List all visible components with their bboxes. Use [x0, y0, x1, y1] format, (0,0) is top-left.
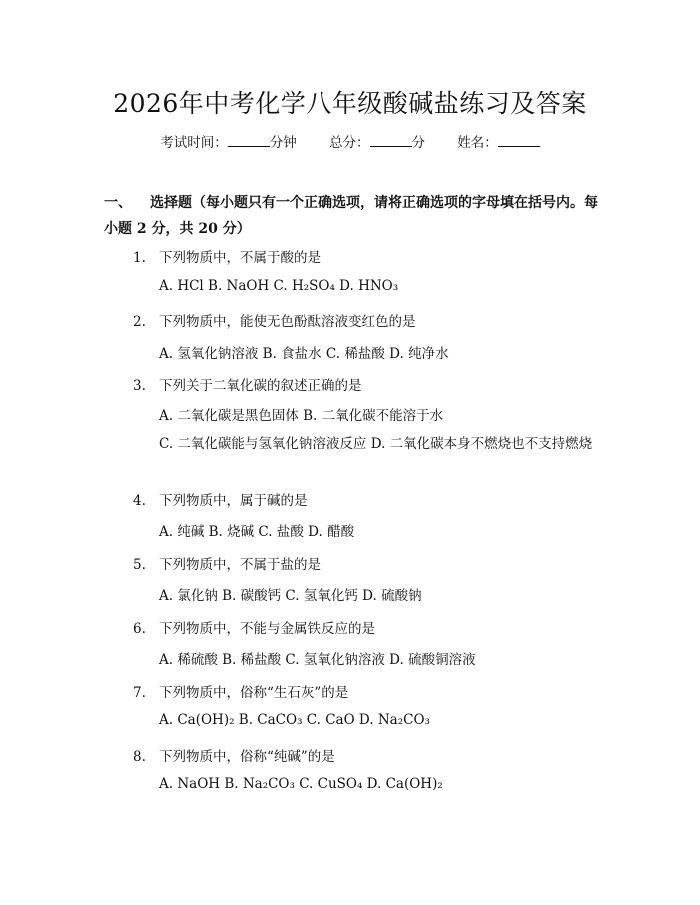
- student-name: [457, 135, 540, 151]
- question-8-options: A. NaOH B. Na₂CO₃ C. CuSO₄ D. Ca(OH)₂: [159, 776, 443, 792]
- question-number: 2.: [133, 314, 146, 330]
- question-3-options-continued: C. 二氧化碳能与氢氧化钠溶液反应 D. 二氧化碳本身不燃烧也不支持燃烧: [159, 436, 593, 452]
- exam-time-unit: 分钟: [269, 135, 297, 151]
- question-number: 7.: [133, 685, 146, 701]
- question-4-options: A. 纯碱 B. 烧碱 C. 盐酸 D. 醋酸: [159, 524, 355, 540]
- section-number: 一、: [104, 195, 132, 211]
- question-stem: 下列物质中，俗称“生石灰”的是: [159, 685, 349, 701]
- question-number: 4.: [133, 493, 146, 509]
- question-number: 5.: [133, 557, 146, 573]
- question-1-options: A. HCl B. NaOH C. H₂SO₄ D. HNO₃: [159, 278, 399, 294]
- exam-info: [0, 131, 700, 151]
- total-score-blank: [370, 134, 412, 147]
- question-number: 3.: [133, 378, 146, 394]
- question-1: [133, 246, 321, 266]
- question-2: [133, 310, 416, 330]
- section-heading: [104, 190, 604, 242]
- total-score: [329, 135, 425, 151]
- question-3-options: A. 二氧化碳是黑色固体 B. 二氧化碳不能溶于水: [159, 408, 444, 424]
- exam-time-blank: [228, 134, 270, 147]
- student-name-blank: [498, 134, 540, 147]
- question-stem: 下列物质中，俗称“纯碱”的是: [159, 749, 335, 765]
- total-score-unit: 分: [411, 135, 425, 151]
- question-5-options: A. 氯化钠 B. 碳酸钙 C. 氢氧化钙 D. 硫酸钠: [159, 588, 422, 604]
- question-8: [133, 745, 335, 765]
- question-stem: 下列物质中，不属于盐的是: [159, 557, 321, 573]
- student-name-label: 姓名：: [457, 135, 498, 151]
- question-number: 1.: [133, 250, 146, 266]
- question-stem: 下列关于二氧化碳的叙述正确的是: [159, 378, 362, 394]
- question-stem: 下列物质中，不能与金属铁反应的是: [159, 621, 375, 637]
- question-6-options: A. 稀硫酸 B. 稀盐酸 C. 氢氧化钠溶液 D. 硫酸铜溶液: [159, 652, 476, 668]
- question-5: [133, 553, 321, 573]
- exam-time: [160, 135, 297, 151]
- question-7-options: A. Ca(OH)₂ B. CaCO₃ C. CaO D. Na₂CO₃: [159, 712, 430, 728]
- question-number: 6.: [133, 621, 146, 637]
- exam-time-label: 考试时间：: [160, 135, 228, 151]
- question-stem: 下列物质中，不属于酸的是: [159, 250, 321, 266]
- question-number: 8.: [133, 749, 146, 765]
- question-stem: 下列物质中，属于碱的是: [159, 493, 308, 509]
- question-4: [133, 489, 308, 509]
- total-score-label: 总分：: [329, 135, 370, 151]
- question-2-options: A. 氢氧化钠溶液 B. 食盐水 C. 稀盐酸 D. 纯净水: [159, 346, 449, 362]
- question-3: [133, 374, 362, 394]
- question-7: [133, 681, 348, 701]
- section-text: 选择题（每小题只有一个正确选项，请将正确选项的字母填在括号内。每小题 2 分，共 20 分）: [104, 195, 598, 237]
- question-stem: 下列物质中，能使无色酚酞溶液变红色的是: [159, 314, 416, 330]
- page-title: 2026年中考化学八年级酸碱盐练习及答案: [113, 89, 587, 118]
- question-6: [133, 617, 375, 637]
